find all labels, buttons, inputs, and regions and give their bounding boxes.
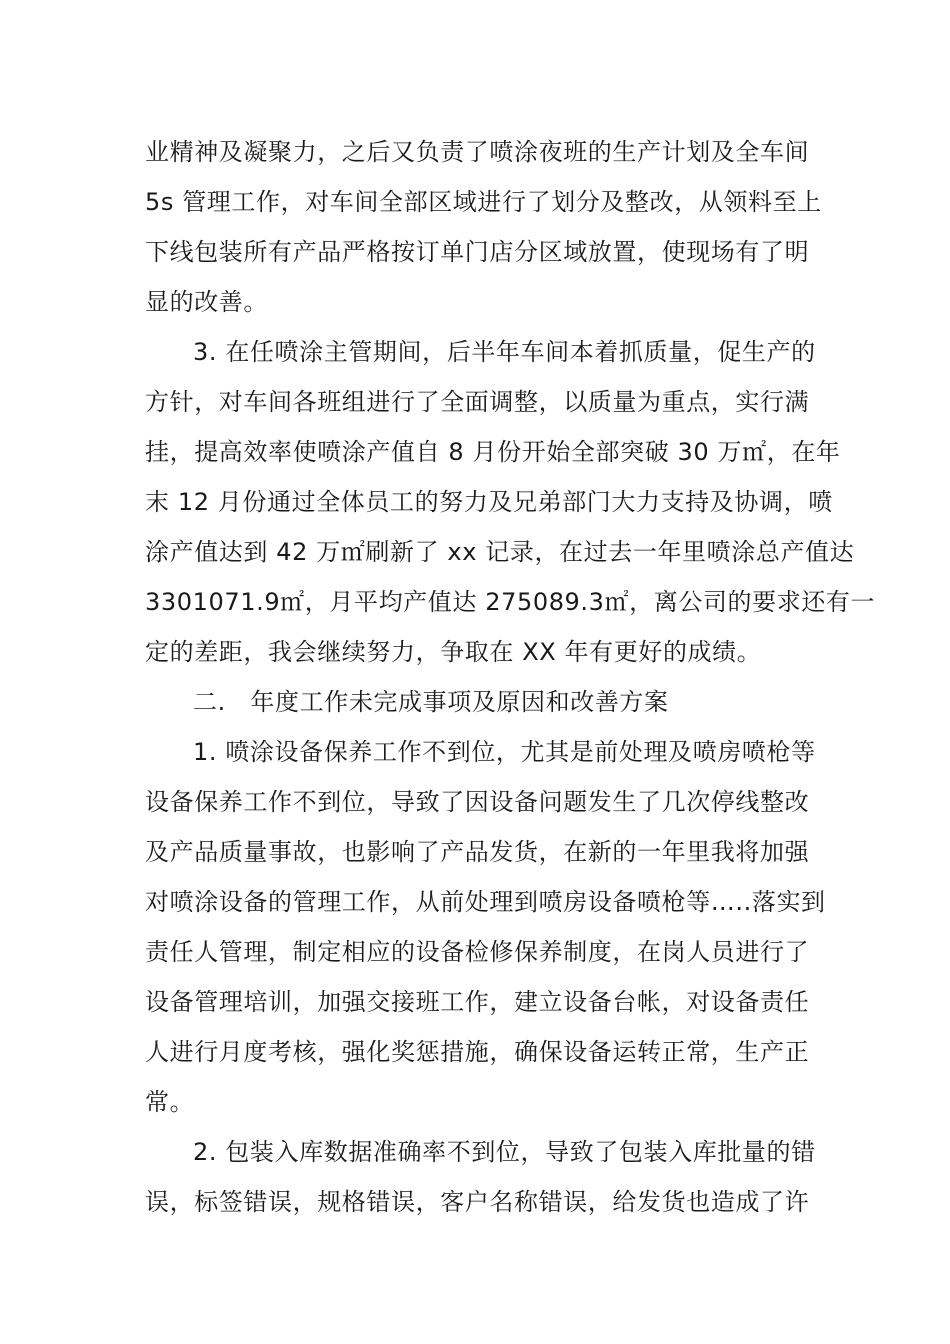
text-line: 及产品质量事故，也影响了产品发货，在新的一年里我将加强 bbox=[145, 838, 810, 866]
text-line: 3. 在任喷涂主管期间，后半年车间本着抓质量，促生产的 bbox=[193, 338, 816, 366]
text-line: 定的差距，我会继续努力，争取在 XX 年有更好的成绩。 bbox=[145, 638, 762, 666]
text-line: 显的改善。 bbox=[145, 288, 268, 316]
text-line: 下线包装所有产品严格按订单门店分区域放置，使现场有了明 bbox=[145, 238, 810, 266]
text-line: 涂产值达到 42 万㎡刷新了 xx 记录，在过去一年里喷涂总产值达 bbox=[145, 538, 855, 566]
text-line: 1. 喷涂设备保养工作不到位，尤其是前处理及喷房喷枪等 bbox=[193, 738, 816, 766]
text-line: 常。 bbox=[145, 1088, 195, 1116]
text-line: 末 12 月份通过全体员工的努力及兄弟部门大力支持及协调，喷 bbox=[145, 488, 833, 516]
text-line: 挂，提高效率使喷涂产值自 8 月份开始全部突破 30 万㎡，在年 bbox=[145, 438, 841, 466]
text-line: 方针，对车间各班组进行了全面调整，以质量为重点，实行满 bbox=[145, 388, 810, 416]
text-line: 责任人管理，制定相应的设备检修保养制度，在岗人员进行了 bbox=[145, 938, 810, 966]
text-line: 对喷涂设备的管理工作，从前处理到喷房设备喷枪等…..落实到 bbox=[145, 888, 826, 916]
text-line: 2. 包装入库数据准确率不到位，导致了包装入库批量的错 bbox=[193, 1138, 816, 1166]
text-line: 设备管理培训，加强交接班工作，建立设备台帐，对设备责任 bbox=[145, 988, 810, 1016]
text-line: 5s 管理工作，对车间全部区域进行了划分及整改，从领料至上 bbox=[145, 188, 822, 216]
text-line: 误，标签错误，规格错误，客户名称错误，给发货也造成了许 bbox=[145, 1188, 810, 1216]
text-line: 业精神及凝聚力，之后又负责了喷涂夜班的生产计划及全车间 bbox=[145, 138, 810, 166]
section-heading: 二. 年度工作未完成事项及原因和改善方案 bbox=[193, 688, 669, 716]
text-line: 3301071.9㎡，月平均产值达 275089.3㎡，离公司的要求还有一 bbox=[145, 588, 876, 616]
text-line: 设备保养工作不到位，导致了因设备问题发生了几次停线整改 bbox=[145, 788, 810, 816]
text-line: 人进行月度考核，强化奖惩措施，确保设备运转正常，生产正 bbox=[145, 1038, 810, 1066]
